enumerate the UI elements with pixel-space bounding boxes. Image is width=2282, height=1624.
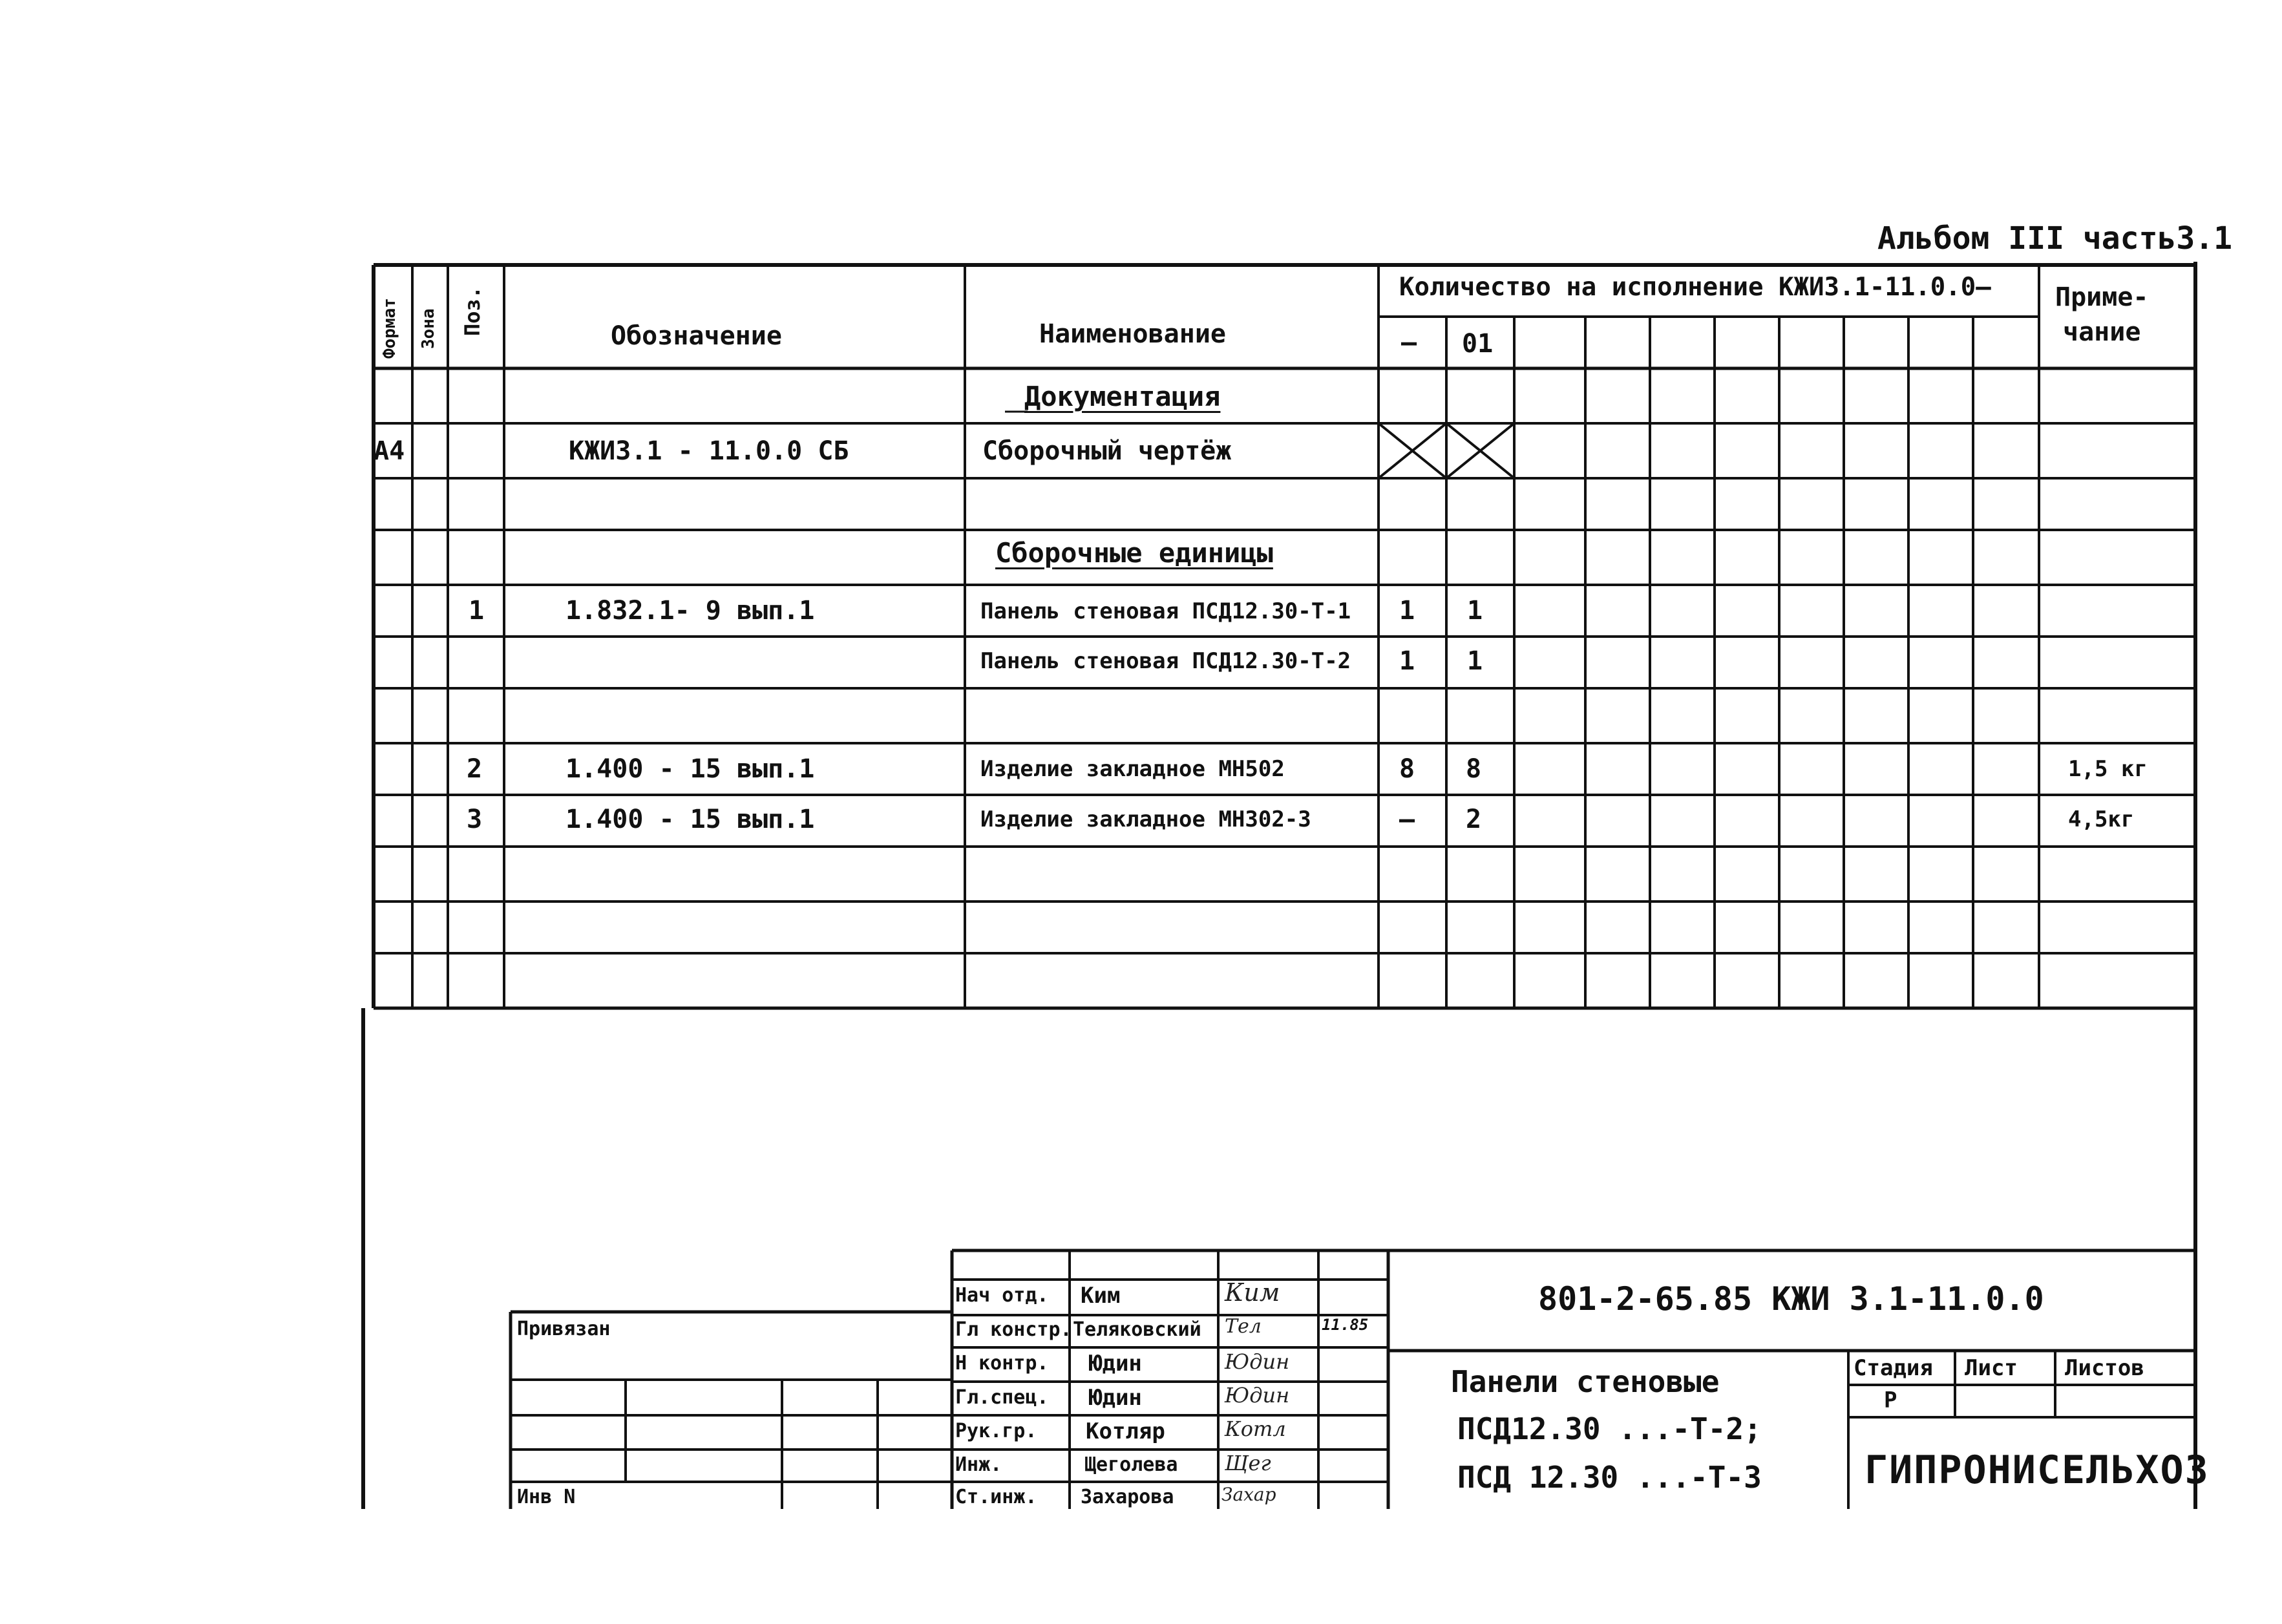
album-label: Альбом III часть3.1: [1877, 220, 2233, 257]
row-name: Изделие закладное МН502: [980, 756, 1285, 782]
col-note-header-2: чание: [2063, 317, 2141, 347]
sheets-label: Листов: [2065, 1355, 2144, 1381]
row-qty-01: 8: [1466, 754, 1482, 784]
role-person: Щеголева: [1084, 1453, 1178, 1476]
section-assembly-units: Сборочные единицы: [995, 537, 1273, 569]
stage-value: Р: [1884, 1387, 1897, 1413]
role-label: Ст.инж.: [955, 1486, 1037, 1508]
row-pos: 2: [467, 754, 483, 784]
col-qty-01: 01: [1462, 329, 1494, 359]
role-person: Теляковский: [1073, 1318, 1201, 1341]
row-qty-base: –: [1399, 805, 1415, 834]
role-label: Гл констр.: [955, 1318, 1072, 1341]
role-person: Захарова: [1081, 1486, 1174, 1508]
title-line-1: Панели стеновые: [1451, 1364, 1720, 1399]
signature: Юдин: [1225, 1383, 1290, 1408]
signature: Захар: [1221, 1484, 1276, 1505]
row-qty-01: 2: [1466, 805, 1482, 834]
row-pos: 1: [469, 596, 485, 626]
document-code: 801-2-65.85 КЖИ 3.1-11.0.0: [1538, 1280, 2044, 1318]
role-label: Нач отд.: [955, 1284, 1049, 1307]
col-name-header: Наименование: [1039, 319, 1226, 349]
title-line-2: ПСД12.30 ...-Т-2;: [1457, 1411, 1762, 1446]
row-qty-01: 1: [1467, 646, 1483, 676]
row-name: Панель стеновая ПСД12.30-Т-1: [980, 598, 1351, 624]
row-designation: 1.400 - 15 вып.1: [565, 805, 815, 834]
row-qty-base: 8: [1399, 754, 1415, 784]
col-note-header-1: Приме-: [2055, 282, 2149, 312]
section-documentation: Документация: [1024, 381, 1221, 412]
col-format-header: Формат: [380, 298, 399, 359]
row-designation: 1.832.1- 9 вып.1: [565, 596, 815, 626]
signature: Ким: [1225, 1278, 1280, 1307]
role-person: Котляр: [1086, 1418, 1165, 1444]
row-pos: 3: [467, 805, 483, 834]
role-person: Ким: [1081, 1283, 1121, 1309]
row-name: Изделие закладное МН302-3: [980, 807, 1311, 832]
organization-name: ГИПРОНИСЕЛЬХОЗ: [1865, 1448, 2210, 1493]
role-person: Юдин: [1089, 1385, 1142, 1411]
role-label: Рук.гр.: [955, 1420, 1037, 1442]
row-format: А4: [374, 436, 405, 466]
sign-date: 11.85: [1322, 1316, 1369, 1334]
title-line-3: ПСД 12.30 ...-Т-3: [1457, 1460, 1762, 1495]
col-qty-dash: –: [1401, 328, 1417, 357]
signature: Тел: [1225, 1315, 1262, 1338]
role-person: Юдин: [1089, 1351, 1142, 1376]
signature: Котл: [1225, 1417, 1286, 1441]
inv-label: Инв N: [517, 1486, 576, 1508]
row-designation: 1.400 - 15 вып.1: [565, 754, 815, 784]
row-qty-base: 1: [1399, 646, 1415, 676]
row-name: Сборочный чертёж: [982, 436, 1232, 466]
row-qty-base: 1: [1399, 596, 1415, 626]
row-designation: КЖИ3.1 - 11.0.0 СБ: [569, 436, 849, 466]
signature: Юдин: [1225, 1349, 1290, 1374]
role-label: Инж.: [955, 1453, 1002, 1476]
signature: Щег: [1225, 1451, 1271, 1475]
privyazan-label: Привязан: [517, 1318, 611, 1340]
row-qty-01: 1: [1467, 596, 1483, 626]
row-note: 4,5кг: [2068, 807, 2135, 832]
col-designation-header: Обозначение: [611, 321, 782, 351]
row-note: 1,5 кг: [2068, 756, 2148, 782]
role-label: Гл.спец.: [955, 1386, 1049, 1409]
sheet-label: Лист: [1965, 1355, 2018, 1381]
col-quantity-header: Количество на исполнение КЖИ3.1-11.0.0—: [1399, 273, 1991, 302]
col-pos-header: Поз.: [460, 286, 485, 336]
col-zone-header: Зона: [419, 308, 438, 349]
stage-label: Стадия: [1854, 1355, 1933, 1381]
role-label: Н контр.: [955, 1352, 1049, 1375]
row-name: Панель стеновая ПСД12.30-Т-2: [980, 648, 1351, 674]
